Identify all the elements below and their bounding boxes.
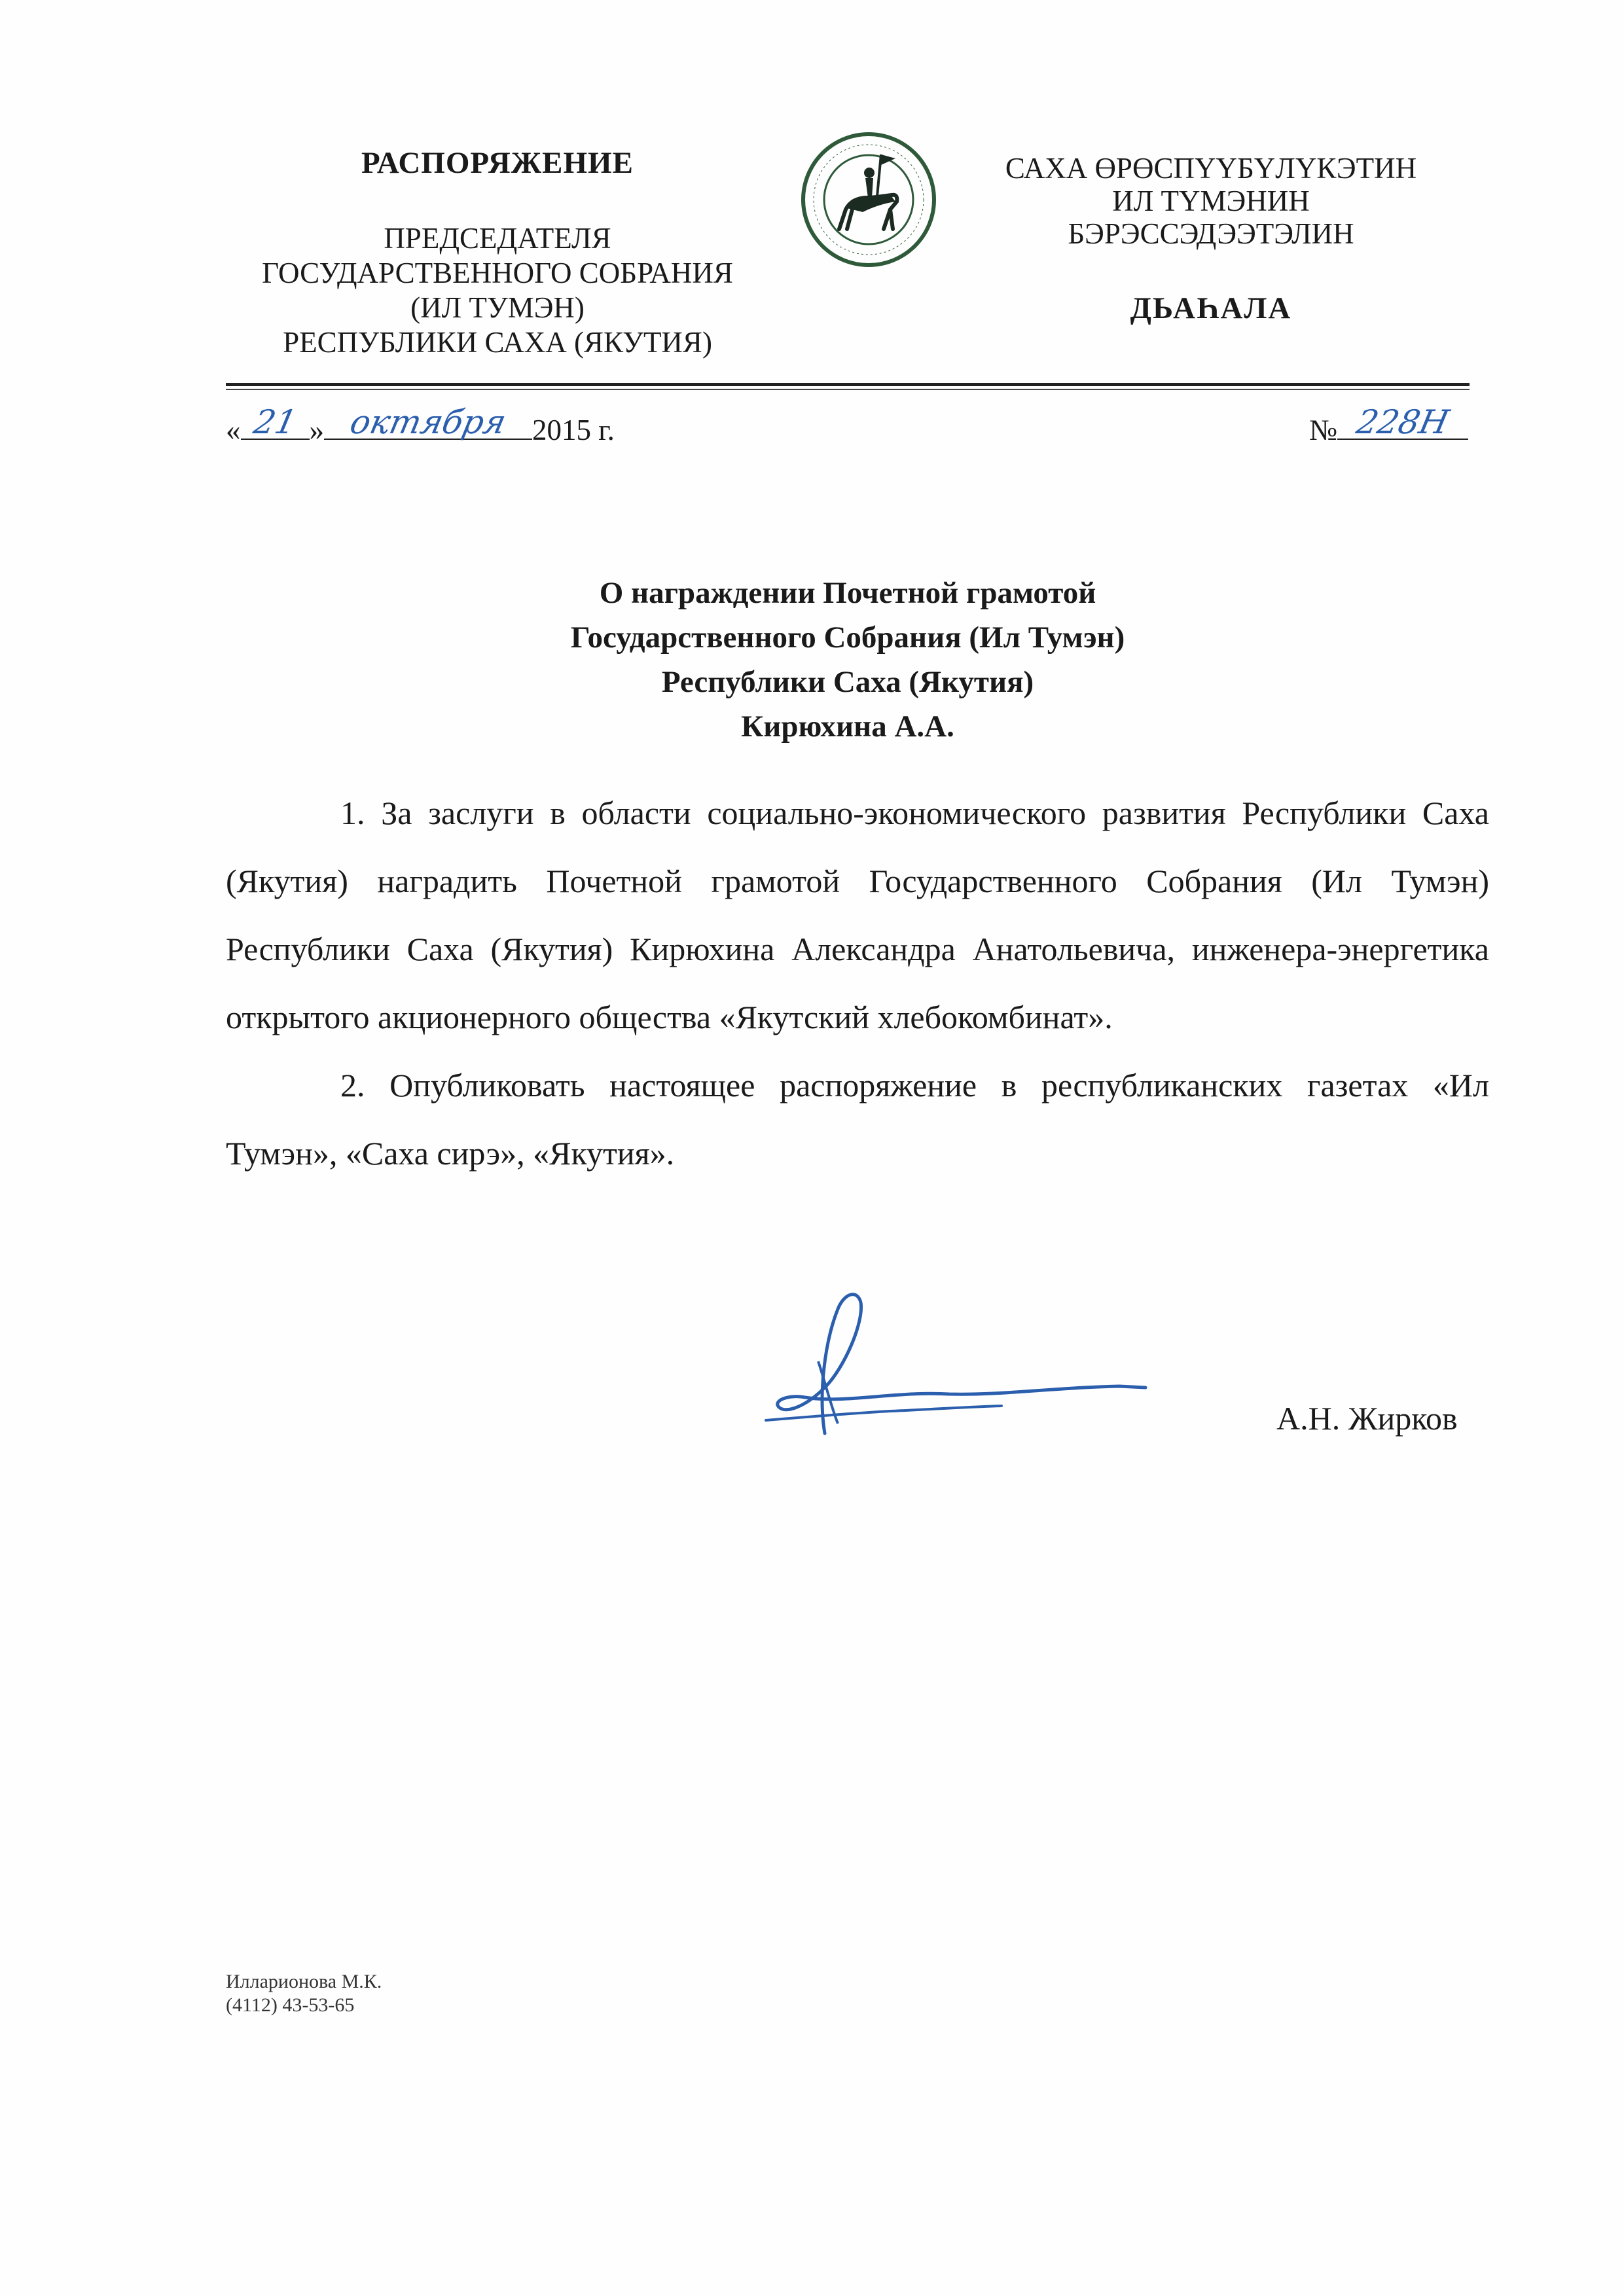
date-open-quote: « [226, 414, 241, 446]
header-divider [226, 383, 1470, 386]
handwritten-signature [727, 1283, 1159, 1453]
header-divider-thin [226, 389, 1470, 390]
header-left-line: РЕСПУБЛИКИ САХА (ЯКУТИЯ) [283, 326, 712, 359]
document-title-line: Кирюхина А.А. [741, 709, 954, 744]
date-month-handwritten: октября [346, 403, 510, 441]
footer [226, 1970, 382, 2017]
document-body [226, 779, 1489, 1187]
header-right-title: ДЬАҺАЛА [1130, 291, 1292, 325]
header-left-title: РАСПОРЯЖЕНИЕ [361, 146, 634, 180]
document-title-line: О награждении Почетной грамотой [599, 576, 1096, 610]
date-day-handwritten: 21 [250, 403, 300, 441]
header-left-line: ГОСУДАРСТВЕННОГО СОБРАНИЯ [262, 257, 733, 289]
date-month-field [324, 403, 532, 441]
document-title [226, 571, 1470, 749]
header-right-line: САХА ӨРӨСПҮҮБҮЛҮКЭТИН [1005, 152, 1417, 185]
document-number [1309, 403, 1468, 447]
date-day-field [241, 403, 310, 441]
executor-phone: (4112) 43-53-65 [226, 1994, 355, 2016]
date-year: 2015 г. [532, 414, 615, 446]
header-right-line: БЭРЭССЭДЭЭТЭЛИН [1068, 217, 1354, 250]
executor-name: Илларионова М.К. [226, 1971, 382, 1992]
document-title-line: Республики Саха (Якутия) [661, 665, 1034, 699]
number-handwritten: 228Н [1353, 403, 1453, 441]
sakha-coat-of-arms-icon [800, 131, 937, 268]
header-left [226, 145, 769, 360]
paragraph: 2. Опубликовать настоящее распоряжение в республиканских газетах «Ил Тумэн», «Саха сирэ», «Якутия». [226, 1067, 1489, 1172]
header-left-line: ПРЕДСЕДАТЕЛЯ [384, 222, 611, 255]
signatory-name: А.Н. Жирков [1276, 1400, 1458, 1437]
header-left-line: (ИЛ ТУМЭН) [410, 291, 585, 324]
paragraph: 1. За заслуги в области социально-экономического развития Республики Саха (Якутия) наградить Почетной грамотой Государственного Собрания (Ил Тумэн) Республики Саха (Якутия) Кирюхина Александра Анатольевича, инженера-энергетика открытого акционерного общества «Якутский хлебокомбинат». [226, 795, 1489, 1035]
header-right [982, 152, 1440, 326]
document-title-line: Государственного Собрания (Ил Тумэн) [570, 620, 1125, 655]
date-close-quote: » [309, 414, 324, 446]
number-prefix: № [1309, 414, 1337, 446]
header-right-line: ИЛ ТҮМЭНИН [1112, 185, 1310, 217]
document-date [226, 403, 615, 447]
number-field [1337, 403, 1468, 441]
